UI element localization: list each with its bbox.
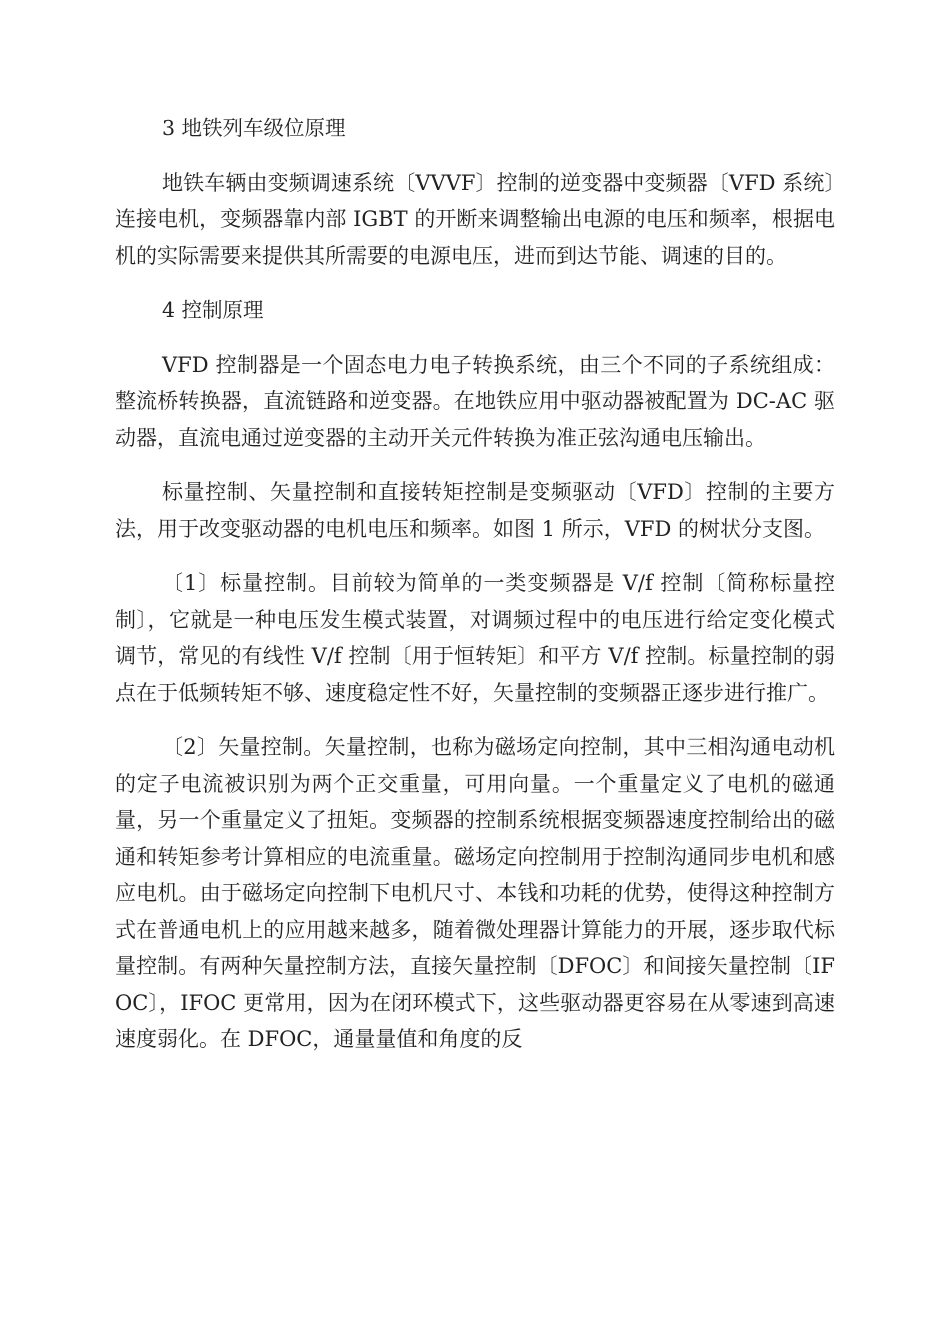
document-body bbox=[115, 110, 835, 1076]
paragraph-vvvf-intro: 地铁车辆由变频调速系统〔VVVF〕控制的逆变器中变频器〔VFD 系统〕连接电机，变频器靠内部 IGBT 的开断来调整输出电源的电压和频率，根据电机的实际需要来提供其所需要的电源电压，进而到达节能、调速的目的。 bbox=[115, 170, 835, 268]
paragraph-vector-control: 〔2〕矢量控制。矢量控制，也称为磁场定向控制，其中三相沟通电动机的定子电流被识别为两个正交重量，可用向量。一个重量定义了电机的磁通量，另一个重量定义了扭矩。变频器的控制系统根据变频器速度控制给出的磁通和转矩参考计算相应的电流重量。磁场定向控制用于控制沟通同步电机和感应电机。由于磁场定向控制下电机尺寸、本钱和功耗的优势，使得这种控制方式在普通电机上的应用越来越多，随着微处理器计算能力的开展，逐步取代标量控制。有两种矢量控制方法，直接矢量控制〔DFOC〕和间接矢量控制〔IFOC〕，IFOC 更常用，因为在闭环模式下，这些驱动器更容易在从零速到高速速度弱化。在 DFOC，通量量值和角度的反 bbox=[115, 735, 835, 1051]
paragraph-vfd-controller: VFD 控制器是一个固态电力电子转换系统，由三个不同的子系统组成：整流桥转换器，直流链路和逆变器。在地铁应用中驱动器被配置为 DC-AC 驱动器，直流电通过逆变器的主动开关元件转换为准正弦沟通电压输出。 bbox=[115, 352, 835, 450]
paragraph-control-methods: 标量控制、矢量控制和直接转矩控制是变频驱动〔VFD〕控制的主要方法，用于改变驱动器的电机电压和频率。如图 1 所示，VFD 的树状分支图。 bbox=[115, 480, 835, 541]
section-heading-3: 3 地铁列车级位原理 bbox=[162, 116, 346, 140]
paragraph-scalar-control: 〔1〕标量控制。目前较为简单的一类变频器是 V/f 控制〔简称标量控制〕，它就是一种电压发生模式装置，对调频过程中的电压进行给定变化模式调节，常见的有线性 V/f 控制〔用于恒转矩〕和平方 V/f 控制。标量控制的弱点在于低频转矩不够、速度稳定性不好，矢量控制的变频器正逐步进行推广。 bbox=[115, 571, 835, 705]
section-heading-4: 4 控制原理 bbox=[162, 298, 264, 322]
